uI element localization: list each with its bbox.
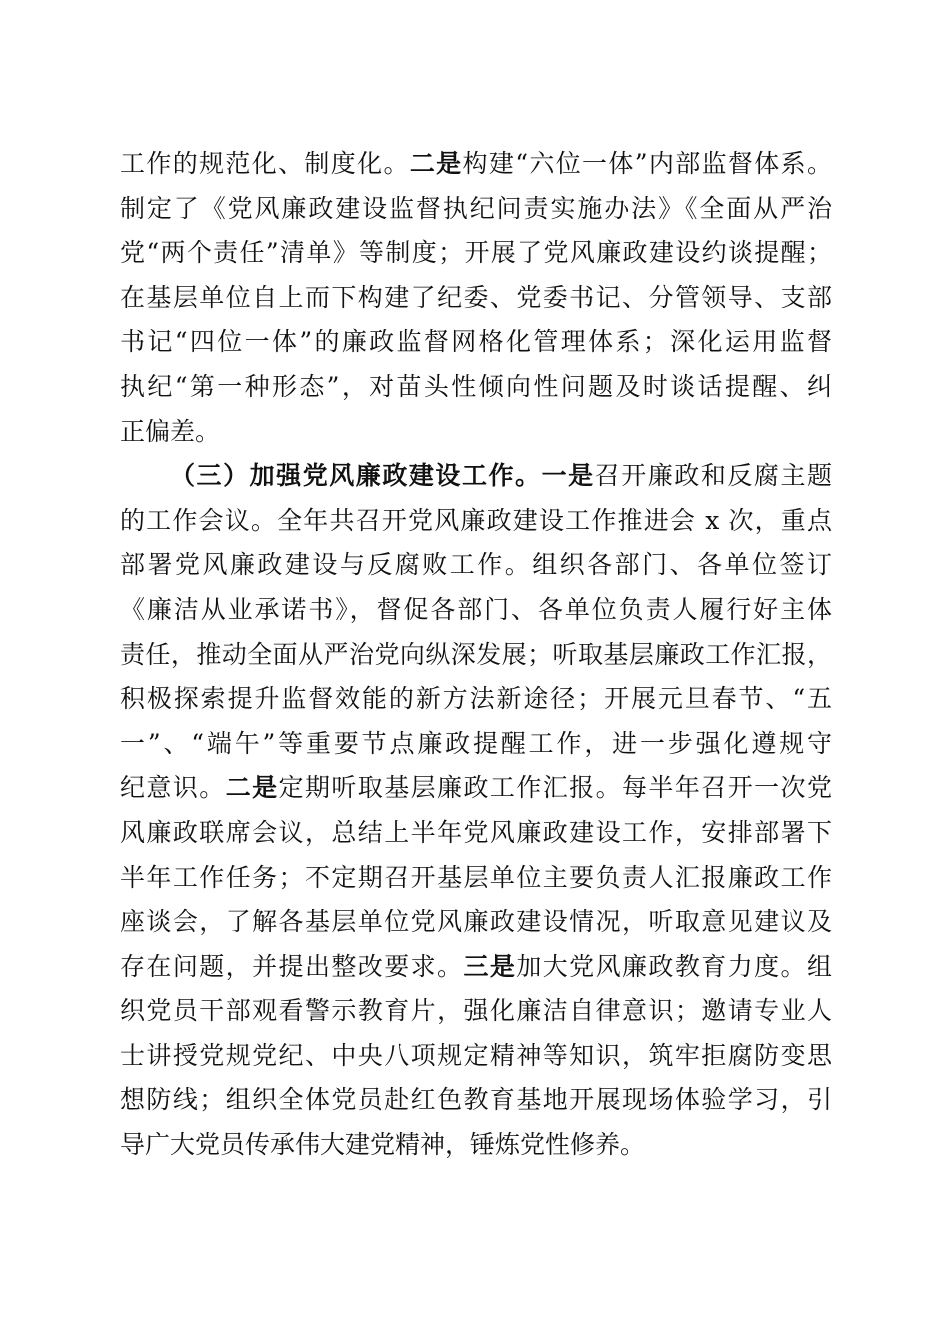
text-segment: 一”、“端午”等重要节点廉政提醒工作，进一步强化遵规守 (120, 728, 832, 758)
text-line (120, 454, 832, 499)
text-segment: 导广大党员传承伟大建党精神，锤炼党性修养。 (120, 1130, 646, 1160)
text-line (120, 231, 832, 276)
text-line (120, 766, 832, 811)
bold-text-segment: （三）加强党风廉政建设工作。一是 (170, 461, 595, 491)
text-segment: 座谈会，了解各基层单位党风廉政建设情况，听取意见建议及 (120, 907, 832, 937)
text-segment: 执纪“第一种形态”，对苗头性倾向性问题及时谈话提醒、纠 (120, 371, 832, 401)
text-segment: 的工作会议。全年共召开党风廉政建设工作推进会 x 次，重点 (120, 505, 832, 535)
text-segment: 在基层单位自上而下构建了纪委、党委书记、分管领导、支部 (120, 282, 832, 312)
text-segment: 士讲授党规党纪、中央八项规定精神等知识，筑牢拒腐防变思 (120, 1040, 832, 1070)
text-segment: 党“两个责任”清单》等制度；开展了党风廉政建设约谈提醒； (120, 238, 832, 268)
text-segment: 工作的规范化、制度化。 (120, 149, 410, 178)
text-line (120, 633, 832, 678)
bold-text-segment: 二是 (409, 149, 463, 178)
bold-text-segment: 三是 (463, 951, 517, 981)
bold-text-segment: 二是 (225, 773, 279, 803)
text-segment: 风廉政联席会议，总结上半年党风廉政建设工作，安排部署下 (120, 817, 832, 847)
text-segment: 积极探索提升监督效能的新方法新途径；开展元旦春节、“五 (120, 684, 832, 714)
text-line (120, 811, 832, 856)
text-segment: 召开廉政和反腐主题 (594, 461, 832, 491)
text-line (120, 499, 832, 544)
text-segment: 《廉洁从业承诺书》，督促各部门、各单位负责人履行好主体 (120, 594, 832, 624)
text-segment: 正偏差。 (120, 416, 221, 446)
text-line (120, 1123, 832, 1168)
text-segment: 定期听取基层廉政工作汇报。每半年召开一次党 (278, 773, 832, 803)
document-body (120, 142, 832, 1168)
text-line (120, 320, 832, 365)
text-segment: 制定了《党风廉政建设监督执纪问责实施办法》《全面从严治 (120, 193, 832, 223)
text-segment: 加大党风廉政教育力度。组 (516, 951, 832, 981)
text-line (120, 900, 832, 945)
text-segment: 存在问题，并提出整改要求。 (120, 951, 464, 981)
text-segment: 半年工作任务；不定期召开基层单位主要负责人汇报廉政工作 (120, 862, 832, 892)
text-segment: 部署党风廉政建设与反腐败工作。组织各部门、各单位签订 (120, 550, 832, 580)
text-segment: 想防线；组织全体党员赴红色教育基地开展现场体验学习，引 (120, 1085, 832, 1115)
text-line (120, 677, 832, 722)
text-segment: 责任，推动全面从严治党向纵深发展；听取基层廉政工作汇报， (120, 639, 832, 669)
text-segment: 书记“四位一体”的廉政监督网格化管理体系；深化运用监督 (120, 327, 832, 357)
text-line (120, 187, 832, 232)
text-line (120, 365, 832, 410)
text-line (120, 142, 832, 187)
text-line (120, 543, 832, 588)
text-line (120, 588, 832, 633)
text-line (120, 722, 832, 767)
text-line (120, 945, 832, 990)
text-line (120, 410, 832, 455)
text-segment: 织党员干部观看警示教育片，强化廉洁自律意识；邀请专业人 (120, 996, 832, 1026)
text-segment: 纪意识。 (120, 773, 226, 803)
text-line (120, 1078, 832, 1123)
text-line (120, 276, 832, 321)
text-segment: 构建“六位一体”内部监督体系。 (462, 149, 832, 178)
text-line (120, 856, 832, 901)
text-line (120, 1034, 832, 1079)
text-line (120, 989, 832, 1034)
